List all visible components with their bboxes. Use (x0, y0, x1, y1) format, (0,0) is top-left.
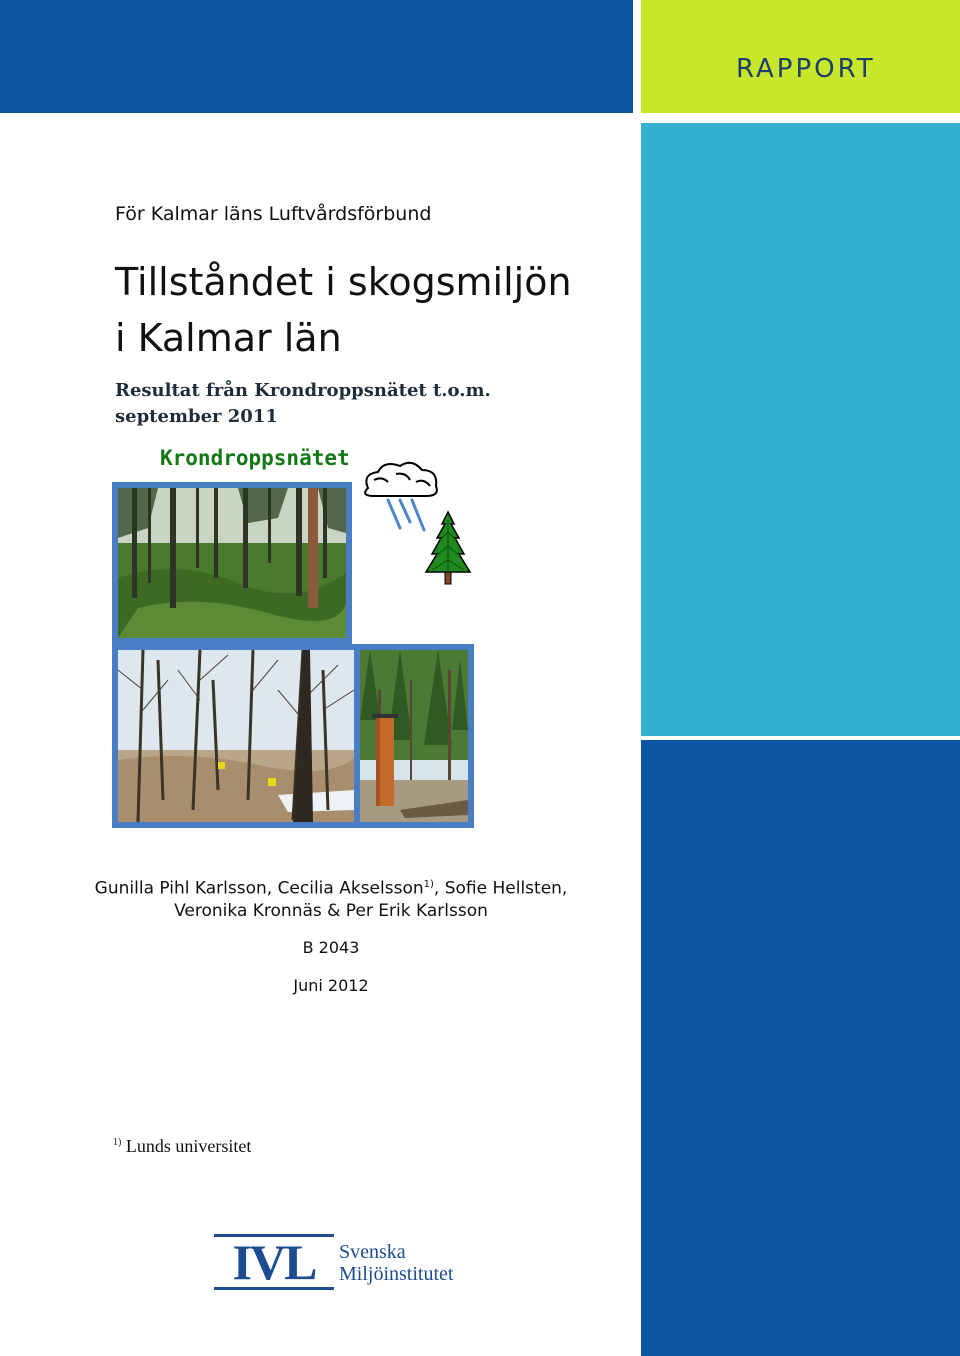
authors-part-a: Gunilla Pihl Karlsson, Cecilia Akselsson (94, 878, 424, 899)
report-title (115, 254, 572, 366)
photo-mossy-forest-image (118, 488, 346, 638)
report-number: B 2043 (302, 938, 360, 957)
network-label: Krondroppsnätet (160, 446, 350, 470)
author-line-2: Veronika Kronnäs & Per Erik Karlsson (174, 900, 488, 921)
photo-deciduous-forest-image (118, 650, 354, 822)
title-line-1: Tillståndet i skogsmiljön (115, 260, 572, 304)
footnote-text: Lunds universitet (121, 1136, 252, 1156)
bottom-blue-block (641, 740, 960, 1356)
ivl-logo-name-line-2: Miljöinstitutet (339, 1263, 454, 1285)
commissioner-line: För Kalmar läns Luftvårdsförbund (115, 203, 432, 225)
author-list (40, 874, 622, 922)
photo-precipitation-collector-image (360, 650, 468, 822)
ivl-logo (214, 1234, 494, 1294)
affiliation-marker: 1) (423, 879, 434, 890)
report-label: RAPPORT (736, 54, 876, 84)
authors-part-b: , Sofie Hellsten, (433, 878, 568, 899)
photo-precipitation-collector (354, 644, 474, 828)
report-subtitle (115, 378, 491, 430)
spruce-tree-icon (424, 510, 472, 586)
top-blue-block (0, 0, 633, 113)
photo-deciduous-forest (112, 644, 360, 828)
subtitle-line-2: september 2011 (115, 406, 278, 427)
report-date: Juni 2012 (293, 976, 369, 995)
photo-mossy-forest (112, 482, 352, 644)
footnote-marker: 1) (113, 1137, 122, 1148)
subtitle-line-1: Resultat från Krondroppsnätet t.o.m. (115, 380, 491, 401)
author-line-1 (40, 874, 622, 900)
ivl-logo-name-line-1: Svenska (339, 1241, 406, 1263)
teal-side-block (641, 123, 960, 736)
ivl-logo-mark: IVL (214, 1234, 334, 1290)
affiliation-footnote (113, 1136, 251, 1157)
title-line-2: i Kalmar län (115, 316, 342, 360)
